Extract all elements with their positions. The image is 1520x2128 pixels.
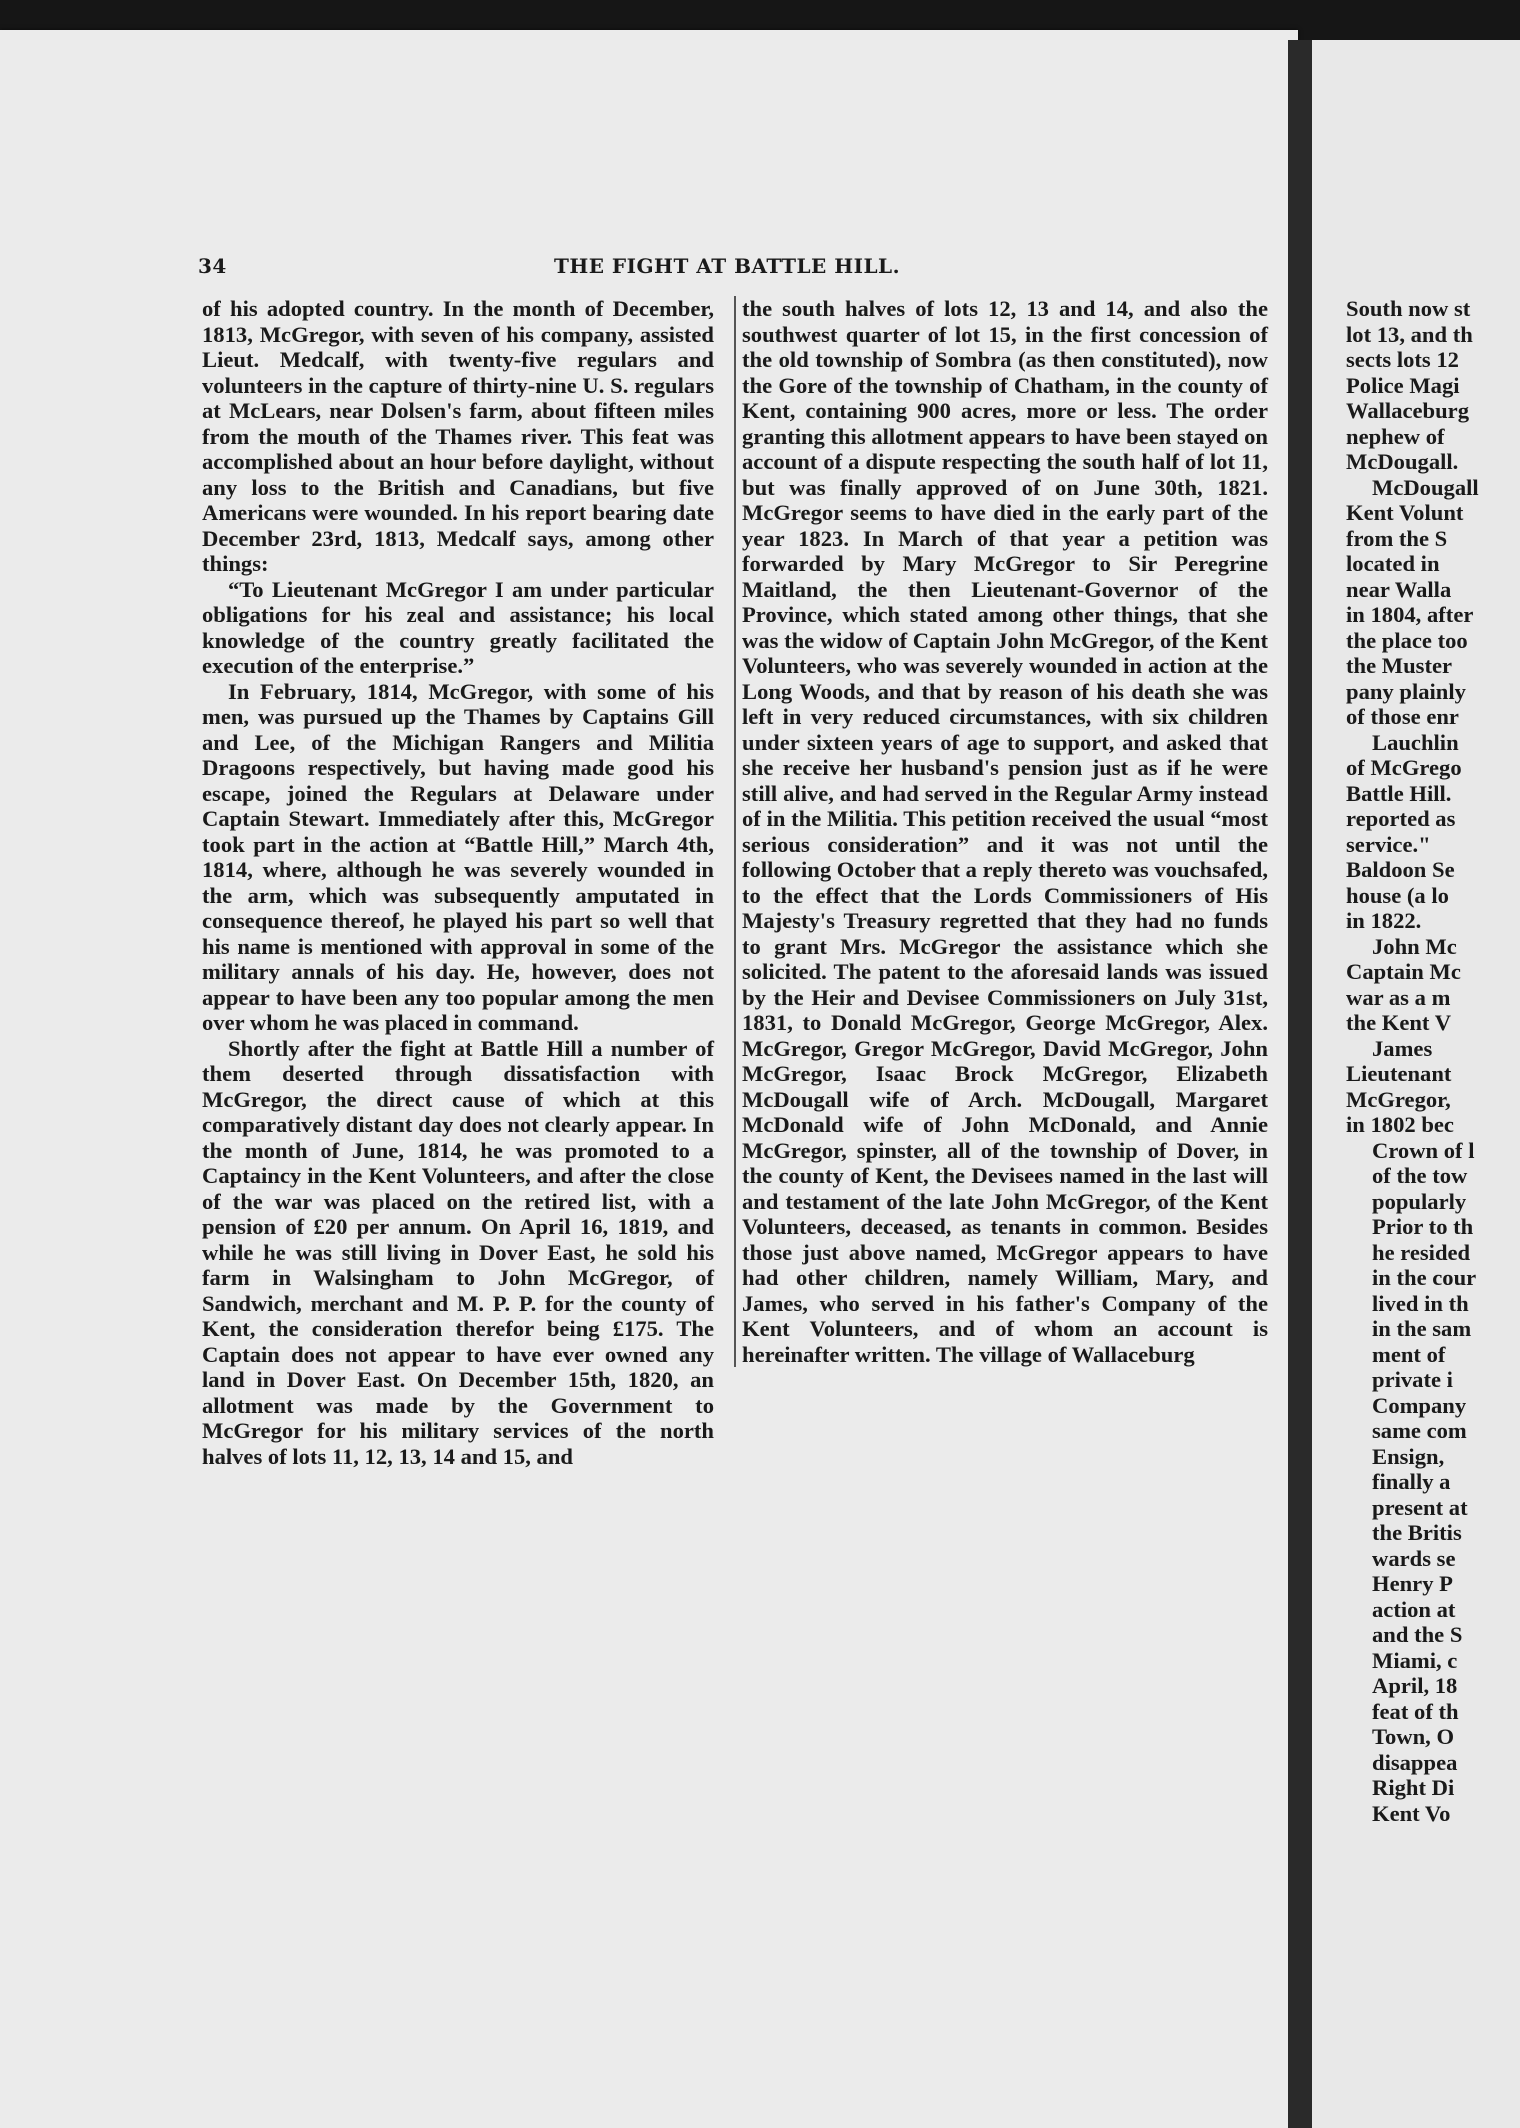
text-line: in the cour <box>1372 1265 1477 1290</box>
text-line: South now st <box>1346 296 1471 321</box>
text-line: in 1804, after <box>1346 602 1474 627</box>
text-line: Captain Mc <box>1346 959 1461 984</box>
text-line: April, 18 <box>1372 1673 1458 1698</box>
running-head <box>198 254 1256 286</box>
text-line: James <box>1372 1035 1433 1061</box>
text-line: of those enr <box>1346 704 1459 729</box>
text-column-2 <box>734 296 1268 1367</box>
text-line: Crown of l <box>1372 1137 1475 1163</box>
text-line: of the tow <box>1372 1163 1468 1188</box>
text-line: Baldoon Se <box>1346 857 1455 882</box>
text-line: lot 13, and th <box>1346 321 1473 347</box>
text-line: service." <box>1346 831 1431 857</box>
text-line: Lieutenant <box>1346 1061 1452 1086</box>
text-line: he resided <box>1372 1239 1471 1265</box>
text-line: lived in th <box>1372 1290 1469 1316</box>
text-line: ment of <box>1372 1341 1446 1367</box>
text-line: the Britis <box>1372 1520 1462 1545</box>
text-line: McDougall <box>1372 474 1479 500</box>
text-line: feat of th <box>1372 1698 1459 1724</box>
paragraph: the south halves of lots 12, 13 and 14, and also the southwest quarter of lot 15, in the first concession of the old township of Sombra (as then constituted), now the Gore of the township of Chatham, in the county of Kent, containing 900 acres, more or less. The order granting this allotment appears to have been stayed on account of a dispute respecting the south half of lot 11, but was finally approved of on June 30th, 1821. McGregor seems to have died in the early part of the year 1823. In March of that year a petition was forwarded by Mary McGregor to Sir Peregrine Maitland, the then Lieutenant-Governor of the Province, which stated among other things, that she was the widow of Captain John McGregor, of the Kent Volunteers, who was severely wounded in action at the Long Woods, and that by reason of his death she was left in very reduced circumstances, with six children under sixteen years of age to support, and asked that she receive her husband's pension just as if he were still alive, and had served in the Regular Army instead of in the Militia. This petition received the usual “most serious consideration” and it was not until the following October that a reply thereto was vouchsafed, to the effect that the Lords Commissioners of His Majesty's Treasury regretted that they had no funds to grant Mrs. McGregor the assistance which she solicited. The patent to the aforesaid lands was issued by the Heir and Devisee Commissioners on July 31st, 1831, to Donald McGregor, George McGregor, Alex. McGregor, Gregor McGregor, David McGregor, John McGregor, Isaac Brock McGregor, Elizabeth McDougall wife of Arch. McDougall, Margaret McDonald wife of John McDonald, and Annie McGregor, spinster, all of the township of Dover, in the county of Kent, the Devisees named in the last will and testament of the late John McGregor, of the Kent Volunteers, deceased, as tenants in common. Besides those just above named, McGregor appears to have had other children, namely William, Mary, and James, who served in his father's Company of the Kent Volunteers, and of whom an account is hereinafter written. The village of Wallaceburg <box>742 296 1268 1367</box>
paragraph: “To Lieutenant McGregor I am under particular obligations for his zeal and assistance; his local knowledge of the country greatly facilitated the execution of the enterprise.” <box>202 576 714 678</box>
text-line: of McGrego <box>1346 755 1462 780</box>
text-line: in the sam <box>1372 1316 1472 1341</box>
paragraph: of his adopted country. In the month of December, 1813, McGregor, with seven of his company, assisted Lieut. Medcalf, with twenty-five regulars and volunteers in the capture of thirty-nine U. S. regulars at McLears, near Dolsen's farm, about fifteen miles from the mouth of the Thames river. This feat was accomplished about an hour before daylight, without any loss to the British and Canadians, but five Americans were wounded. In his report bearing date December 23rd, 1813, Medcalf says, among other things: <box>202 296 714 576</box>
text-line: Wallaceburg <box>1346 398 1470 423</box>
text-line: Henry P <box>1372 1571 1453 1596</box>
text-line: John Mc <box>1372 933 1457 959</box>
text-column-3-cropped <box>1346 296 1520 1826</box>
text-line: war as a m <box>1346 984 1451 1010</box>
text-line: house (a lo <box>1346 882 1449 908</box>
text-line: Right Di <box>1372 1775 1455 1800</box>
text-line: Battle Hill. <box>1346 780 1452 806</box>
text-line: finally a <box>1372 1469 1451 1494</box>
text-line: wards se <box>1372 1545 1456 1571</box>
text-line: Company <box>1372 1392 1467 1418</box>
text-line: McDougall. <box>1346 449 1459 474</box>
text-line: Kent Vo <box>1372 1800 1451 1826</box>
text-line: popularly <box>1372 1188 1467 1214</box>
text-line: pany plainly <box>1346 678 1466 704</box>
text-column-1 <box>202 296 714 1469</box>
text-line: reported as <box>1346 806 1456 831</box>
text-line: present at <box>1372 1494 1468 1520</box>
text-line: the Muster <box>1346 653 1453 678</box>
text-line: and the S <box>1372 1622 1463 1647</box>
text-line: near Walla <box>1346 576 1452 602</box>
text-line: Miami, c <box>1372 1647 1458 1673</box>
text-line: Ensign, <box>1372 1443 1445 1469</box>
text-line: McGregor, <box>1346 1086 1451 1112</box>
running-title: THE FIGHT AT BATTLE HILL. <box>553 254 901 278</box>
text-line: the Kent V <box>1346 1010 1452 1035</box>
text-line: the place too <box>1346 627 1468 653</box>
text-line: in 1802 bec <box>1346 1112 1454 1137</box>
text-line: Police Magi <box>1346 372 1460 398</box>
text-line: Town, O <box>1372 1724 1455 1749</box>
text-line: nephew of <box>1346 423 1445 449</box>
text-line: same com <box>1372 1418 1467 1443</box>
text-line: located in <box>1346 551 1440 576</box>
page-number: 34 <box>198 254 227 278</box>
text-line: private i <box>1372 1367 1453 1392</box>
text-line: action at <box>1372 1596 1456 1622</box>
text-line: in 1822. <box>1346 908 1422 933</box>
text-line: from the S <box>1346 525 1448 551</box>
text-line: Prior to th <box>1372 1214 1474 1239</box>
text-line: Kent Volunt <box>1346 500 1464 525</box>
book-gutter <box>1288 40 1312 2128</box>
text-line: Lauchlin <box>1372 729 1459 755</box>
paragraph: Shortly after the fight at Battle Hill a number of them deserted through dissatisfaction with McGregor, the direct cause of which at this comparatively distant day does not clearly appear. In the month of June, 1814, he was promoted to a Captaincy in the Kent Volunteers, and after the close of the war was placed on the retired list, with a pension of £20 per annum. On April 16, 1819, and while he was still living in Dover East, he sold his farm in Walsingham to John McGregor, of Sandwich, merchant and M. P. P. for the county of Kent, the consideration therefor being £175. The Captain does not appear to have ever owned any land in Dover East. On December 15th, 1820, an allotment was made by the Government to McGregor for his military services of the north halves of lots 11, 12, 13, 14 and 15, and <box>202 1035 714 1469</box>
text-line: disappea <box>1372 1749 1458 1775</box>
text-line: sects lots 12 <box>1346 347 1459 372</box>
paragraph: In February, 1814, McGregor, with some of his men, was pursued up the Thames by Captains Gill and Lee, of the Michigan Rangers and Militia Dragoons respectively, but having made good his escape, joined the Regulars at Delaware under Captain Stewart. Immediately after this, McGregor took part in the action at “Battle Hill,” March 4th, 1814, where, although he was severely wounded in the arm, which was subsequently amputated in consequence thereof, he played his part so well that his name is mentioned with approval in some of the military annals of his day. He, however, does not appear to have been any too popular among the men over whom he was placed in command. <box>202 678 714 1035</box>
